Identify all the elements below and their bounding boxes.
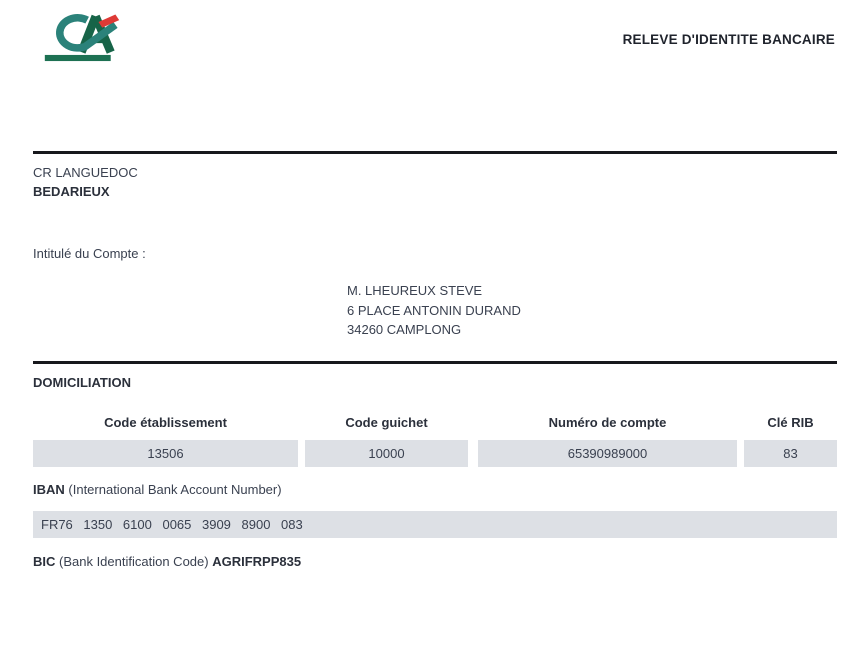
- bic-label-bold: BIC: [33, 554, 56, 569]
- iban-label-rest: (International Bank Account Number): [64, 482, 282, 497]
- iban-label: [33, 482, 282, 497]
- value-code-guichet: 10000: [305, 440, 468, 467]
- bic-line: [33, 554, 301, 569]
- bank-region: CR LANGUEDOC: [33, 165, 138, 180]
- account-holder-label: Intitulé du Compte :: [33, 246, 146, 261]
- rib-table: [33, 414, 837, 467]
- holder-street: 6 PLACE ANTONIN DURAND: [347, 302, 521, 318]
- document-title: RELEVE D'IDENTITE BANCAIRE: [622, 32, 835, 47]
- account-holder-address: [347, 281, 521, 340]
- iban-value: FR76 1350 6100 0065 3909 8900 083: [33, 511, 837, 538]
- header-code-etablissement: Code établissement: [104, 415, 227, 430]
- rib-header-row: [33, 414, 837, 440]
- header-numero-compte: Numéro de compte: [548, 415, 667, 430]
- header-code-guichet: Code guichet: [345, 415, 428, 430]
- horizontal-rule-domiciliation: [33, 361, 837, 364]
- iban-label-bold: IBAN: [33, 482, 65, 497]
- header-cle-rib: Clé RIB: [767, 415, 814, 430]
- bic-label-rest: (Bank Identification Code): [55, 554, 213, 569]
- value-numero-compte: 65390989000: [478, 440, 737, 467]
- bic-value: AGRIFRPP835: [212, 554, 302, 569]
- rib-value-row: [33, 440, 837, 467]
- value-code-etablissement: 13506: [33, 440, 298, 467]
- bank-branch: BEDARIEUX: [33, 184, 110, 199]
- holder-name: M. LHEUREUX STEVE: [347, 283, 483, 298]
- holder-city: 34260 CAMPLONG: [347, 322, 462, 337]
- bank-block: [33, 163, 138, 201]
- credit-agricole-logo-icon: [42, 13, 122, 63]
- credit-agricole-logo: [42, 13, 122, 66]
- domiciliation-heading: DOMICILIATION: [33, 375, 131, 390]
- value-cle-rib: 83: [744, 440, 837, 467]
- horizontal-rule-top: [33, 151, 837, 154]
